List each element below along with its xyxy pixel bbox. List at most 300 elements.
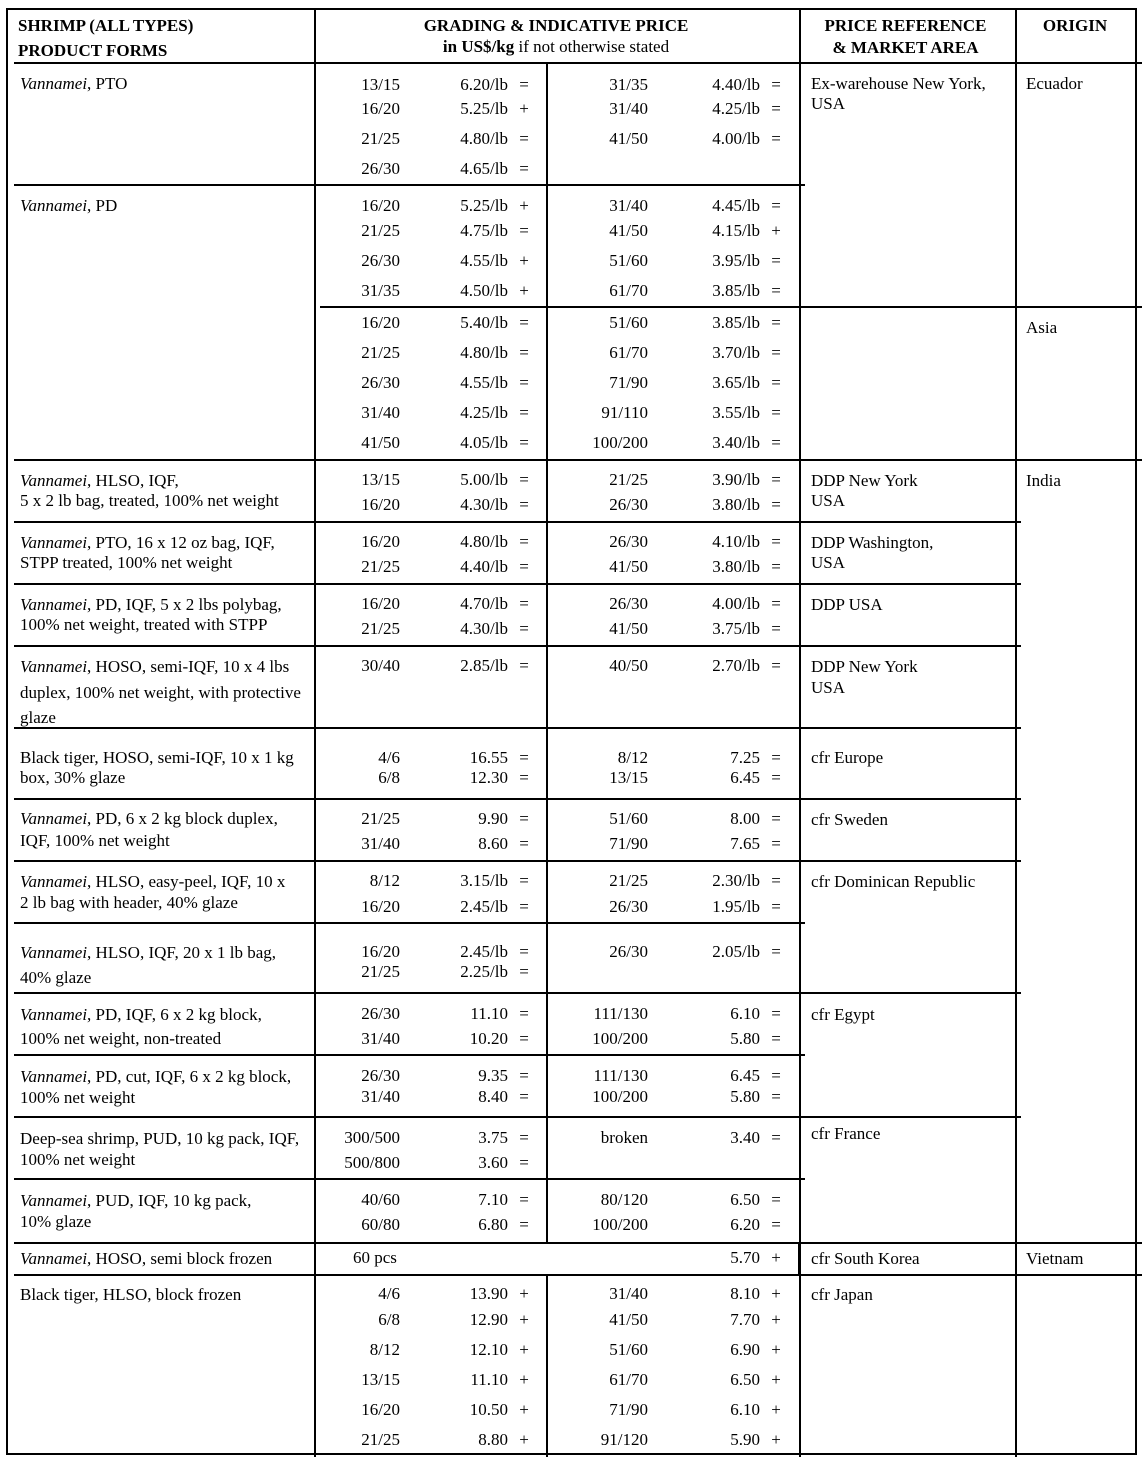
- header-grading-note: if not otherwise stated: [514, 37, 670, 56]
- grade-right: 100/200: [592, 433, 648, 452]
- price-right: 3.80/lb: [712, 495, 760, 514]
- header-product-line2: PRODUCT FORMS: [18, 41, 168, 60]
- product-form: [20, 1067, 291, 1087]
- product-form: [20, 1005, 262, 1025]
- trend-left: +: [519, 1284, 529, 1303]
- grade-left: 26/30: [361, 159, 400, 178]
- price-left: 4.70/lb: [460, 594, 508, 613]
- trend-right: =: [771, 897, 781, 916]
- trend-right: =: [771, 1087, 781, 1106]
- row-divider: [14, 922, 805, 924]
- price-right: 2.30/lb: [712, 871, 760, 890]
- trend-left: +: [519, 281, 529, 300]
- grade-right: 100/200: [592, 1029, 648, 1048]
- price-right: 6.45: [730, 768, 760, 787]
- price-left: 4.75/lb: [460, 221, 508, 240]
- trend-right: =: [771, 1190, 781, 1209]
- column-divider: [799, 10, 801, 1457]
- price-left: 9.90: [478, 809, 508, 828]
- price-left: 4.80/lb: [460, 129, 508, 148]
- grade-right: 13/15: [609, 768, 648, 787]
- product-form: 10% glaze: [20, 1212, 92, 1231]
- price-left: 2.85/lb: [460, 656, 508, 675]
- origin-country: Asia: [1026, 318, 1058, 337]
- header-origin: ORIGIN: [1042, 16, 1108, 35]
- price-left: 3.75: [478, 1128, 508, 1147]
- grade-right: 91/120: [600, 1430, 648, 1449]
- price-right: 6.50: [730, 1370, 760, 1389]
- grade-right: 61/70: [609, 281, 648, 300]
- trend-right: +: [771, 1248, 781, 1267]
- price-left: 8.80: [478, 1430, 508, 1449]
- trend-left: =: [519, 470, 529, 489]
- trend-right: =: [771, 942, 781, 961]
- product-description: , HOSO, semi block frozen: [87, 1249, 273, 1268]
- grade-right: 26/30: [609, 495, 648, 514]
- trend-right: =: [771, 748, 781, 767]
- product-form: [20, 943, 276, 963]
- trend-left: =: [519, 962, 529, 981]
- row-divider: [14, 992, 1021, 994]
- market-reference: USA: [811, 678, 846, 697]
- column-divider: [546, 1274, 548, 1457]
- price-left: 6.80: [478, 1215, 508, 1234]
- grade-left: 21/25: [361, 129, 400, 148]
- price-left: 5.25/lb: [460, 99, 508, 118]
- price-left: 4.55/lb: [460, 373, 508, 392]
- trend-right: =: [771, 196, 781, 215]
- product-form: IQF, 100% net weight: [20, 831, 170, 850]
- trend-left: =: [519, 1066, 529, 1085]
- grade-right: 111/130: [593, 1066, 648, 1085]
- trend-left: =: [519, 1029, 529, 1048]
- price-left: 5.25/lb: [460, 196, 508, 215]
- trend-left: =: [519, 373, 529, 392]
- trend-right: =: [771, 834, 781, 853]
- price-right: 4.00/lb: [712, 594, 760, 613]
- grade-right: 51/60: [609, 313, 648, 332]
- price-right: 5.90: [730, 1430, 760, 1449]
- grade-right: 8/12: [617, 748, 648, 767]
- trend-left: +: [519, 1370, 529, 1389]
- price-left: 7.10: [478, 1190, 508, 1209]
- trend-left: =: [519, 129, 529, 148]
- trend-right: =: [771, 129, 781, 148]
- price-right: 2.05/lb: [712, 942, 760, 961]
- price-left: 4.55/lb: [460, 251, 508, 270]
- product-form: [20, 471, 179, 491]
- grade-right: broken: [600, 1128, 648, 1147]
- price-left: 3.15/lb: [460, 871, 508, 890]
- grade-left: 26/30: [361, 251, 400, 270]
- product-description: , PD, 6 x 2 kg block duplex,: [87, 809, 278, 828]
- grade-right: 40/50: [609, 656, 648, 675]
- price-left: 9.35: [478, 1066, 508, 1085]
- grade-left: 31/40: [361, 403, 400, 422]
- price-right: 6.90: [730, 1340, 760, 1359]
- trend-left: =: [519, 532, 529, 551]
- price-right: 3.70/lb: [712, 343, 760, 362]
- price-right: 8.10: [730, 1284, 760, 1303]
- trend-left: =: [519, 1153, 529, 1172]
- grade-left: 16/20: [361, 594, 400, 613]
- market-reference: cfr Sweden: [811, 810, 888, 829]
- price-right: 5.80: [730, 1029, 760, 1048]
- row-divider: [320, 306, 1142, 308]
- product-description: , PD, IQF, 6 x 2 kg block,: [87, 1005, 262, 1024]
- grade-left: 6/8: [378, 1310, 400, 1329]
- grade-right: 51/60: [609, 251, 648, 270]
- price-right: 7.25: [730, 748, 760, 767]
- product-description: , PD, IQF, 5 x 2 lbs polybag,: [87, 595, 282, 614]
- market-reference: Ex-warehouse New York,: [811, 74, 986, 93]
- price-right: 4.15/lb: [712, 221, 760, 240]
- market-reference: DDP Washington,: [811, 533, 934, 552]
- grade-right: 61/70: [609, 343, 648, 362]
- price-left: 8.60: [478, 834, 508, 853]
- grade-left: 31/40: [361, 1029, 400, 1048]
- grade-right: 31/35: [609, 75, 648, 94]
- trend-right: =: [771, 343, 781, 362]
- price-right: 4.25/lb: [712, 99, 760, 118]
- grade-left: 16/20: [361, 1400, 400, 1419]
- grade-right: 61/70: [609, 1370, 648, 1389]
- grade-right: 100/200: [592, 1215, 648, 1234]
- price-left: 11.10: [470, 1370, 508, 1389]
- product-description: , PTO: [87, 74, 128, 93]
- product-species: Vannamei: [20, 471, 88, 490]
- price-right: 4.10/lb: [712, 532, 760, 551]
- price-right: 5.80: [730, 1087, 760, 1106]
- trend-right: =: [771, 1004, 781, 1023]
- grade-left: 26/30: [361, 373, 400, 392]
- trend-left: =: [519, 748, 529, 767]
- product-description: , PTO, 16 x 12 oz bag, IQF,: [87, 533, 275, 552]
- trend-right: =: [771, 809, 781, 828]
- grade-right: 41/50: [609, 129, 648, 148]
- column-divider: [798, 1242, 800, 1274]
- grade-right: 31/40: [609, 99, 648, 118]
- trend-right: =: [771, 1215, 781, 1234]
- price-right: 7.65: [730, 834, 760, 853]
- trend-left: =: [519, 75, 529, 94]
- grade-left: 16/20: [361, 196, 400, 215]
- price-right: 4.00/lb: [712, 129, 760, 148]
- grade-left: 13/15: [361, 1370, 400, 1389]
- product-species: Vannamei: [20, 943, 88, 962]
- grade-left: 31/35: [361, 281, 400, 300]
- market-reference: cfr Europe: [811, 748, 884, 767]
- price-right: 3.65/lb: [712, 373, 760, 392]
- grade-left: 21/25: [361, 221, 400, 240]
- grade-left: 21/25: [361, 557, 400, 576]
- grade-right: 31/40: [609, 196, 648, 215]
- grade-left: 31/40: [361, 834, 400, 853]
- price-left: 10.20: [469, 1029, 508, 1048]
- product-form: 100% net weight, non-treated: [20, 1029, 222, 1048]
- price-left: 4.25/lb: [460, 403, 508, 422]
- trend-right: =: [771, 557, 781, 576]
- product-form: [20, 196, 117, 216]
- row-divider: [14, 645, 1021, 647]
- price-left: 4.65/lb: [460, 159, 508, 178]
- market-reference: DDP New York: [811, 657, 918, 676]
- grade-right: 80/120: [600, 1190, 648, 1209]
- price-left: 2.25/lb: [460, 962, 508, 981]
- price-right: 8.00: [730, 809, 760, 828]
- product-form: [20, 809, 278, 829]
- trend-left: =: [519, 433, 529, 452]
- grade-left: 60 pcs: [353, 1248, 397, 1267]
- grade-left: 6/8: [378, 768, 400, 787]
- grade-left: 8/12: [369, 871, 400, 890]
- grade-right: 111/130: [593, 1004, 648, 1023]
- market-reference: DDP New York: [811, 471, 918, 490]
- price-left: 4.30/lb: [460, 495, 508, 514]
- grade-right: 21/25: [609, 871, 648, 890]
- trend-left: =: [519, 495, 529, 514]
- trend-right: =: [771, 403, 781, 422]
- price-right: 3.80/lb: [712, 557, 760, 576]
- price-left: 2.45/lb: [460, 942, 508, 961]
- row-divider: [14, 62, 1142, 64]
- grade-right: 41/50: [609, 619, 648, 638]
- row-divider: [14, 1116, 1021, 1118]
- row-divider: [14, 727, 1021, 729]
- row-divider: [14, 1242, 1142, 1244]
- row-divider: [14, 583, 1021, 585]
- price-left: 6.20/lb: [460, 75, 508, 94]
- grade-right: 71/90: [609, 373, 648, 392]
- trend-left: =: [519, 1004, 529, 1023]
- price-right: 3.85/lb: [712, 281, 760, 300]
- product-form: STPP treated, 100% net weight: [20, 553, 233, 572]
- market-reference: cfr Dominican Republic: [811, 872, 976, 891]
- trend-left: =: [519, 871, 529, 890]
- grade-left: 16/20: [361, 495, 400, 514]
- trend-right: =: [771, 373, 781, 392]
- grade-left: 500/800: [344, 1153, 400, 1172]
- price-right: 6.50: [730, 1190, 760, 1209]
- origin-country: India: [1026, 471, 1061, 490]
- product-description: , HLSO, IQF,: [87, 471, 179, 490]
- trend-right: =: [771, 251, 781, 270]
- trend-left: =: [519, 619, 529, 638]
- trend-left: =: [519, 656, 529, 675]
- grade-left: 13/15: [361, 75, 400, 94]
- product-form: [20, 1191, 251, 1211]
- row-divider: [14, 184, 805, 186]
- price-right: 6.45: [730, 1066, 760, 1085]
- price-table: [6, 8, 1137, 1455]
- price-left: 4.05/lb: [460, 433, 508, 452]
- grade-left: 30/40: [361, 656, 400, 675]
- product-form: 100% net weight: [20, 1150, 136, 1169]
- product-species: Vannamei: [20, 595, 88, 614]
- trend-right: =: [771, 532, 781, 551]
- origin-country: Vietnam: [1026, 1249, 1084, 1268]
- product-form: Deep-sea shrimp, PUD, 10 kg pack, IQF,: [20, 1129, 300, 1148]
- grade-right: 41/50: [609, 1310, 648, 1329]
- market-reference: DDP USA: [811, 595, 883, 614]
- header-product-line1: SHRIMP (ALL TYPES): [18, 16, 194, 35]
- grade-left: 21/25: [361, 962, 400, 981]
- trend-left: =: [519, 834, 529, 853]
- grade-left: 13/15: [361, 470, 400, 489]
- trend-right: =: [771, 871, 781, 890]
- grade-right: 41/50: [609, 221, 648, 240]
- product-description: , HLSO, easy-peel, IQF, 10 x: [87, 872, 286, 891]
- grade-left: 300/500: [344, 1128, 400, 1147]
- trend-left: =: [519, 221, 529, 240]
- trend-right: =: [771, 433, 781, 452]
- trend-left: =: [519, 1215, 529, 1234]
- row-divider: [14, 1054, 805, 1056]
- trend-left: =: [519, 594, 529, 613]
- grade-left: 4/6: [378, 1284, 400, 1303]
- price-right: 3.85/lb: [712, 313, 760, 332]
- product-description: , PD: [87, 196, 118, 215]
- product-species: Vannamei: [20, 1005, 88, 1024]
- trend-right: +: [771, 1340, 781, 1359]
- product-species: Vannamei: [20, 1067, 88, 1086]
- header-grading-line1: GRADING & INDICATIVE PRICE: [423, 16, 689, 35]
- product-description: , HLSO, IQF, 20 x 1 lb bag,: [87, 943, 276, 962]
- product-species: Vannamei: [20, 872, 88, 891]
- column-divider: [314, 10, 316, 1457]
- price-right: 3.40/lb: [712, 433, 760, 452]
- grade-right: 100/200: [592, 1087, 648, 1106]
- price-left: 3.60: [478, 1153, 508, 1172]
- price-left: 12.10: [469, 1340, 508, 1359]
- product-description: , PUD, IQF, 10 kg pack,: [87, 1191, 252, 1210]
- price-right: 3.95/lb: [712, 251, 760, 270]
- price-left: 4.30/lb: [460, 619, 508, 638]
- trend-right: =: [771, 1066, 781, 1085]
- trend-left: +: [519, 99, 529, 118]
- price-left: 4.50/lb: [460, 281, 508, 300]
- price-left: 8.40: [478, 1087, 508, 1106]
- trend-right: =: [771, 75, 781, 94]
- grade-left: 60/80: [361, 1215, 400, 1234]
- product-form: Black tiger, HLSO, block frozen: [20, 1285, 242, 1304]
- trend-right: +: [771, 221, 781, 240]
- price-right: 4.40/lb: [712, 75, 760, 94]
- trend-right: +: [771, 1310, 781, 1329]
- trend-left: =: [519, 557, 529, 576]
- trend-right: =: [771, 1128, 781, 1147]
- grade-left: 16/20: [361, 942, 400, 961]
- trend-right: +: [771, 1284, 781, 1303]
- market-reference: USA: [811, 491, 846, 510]
- market-reference: USA: [811, 553, 846, 572]
- price-left: 4.40/lb: [460, 557, 508, 576]
- price-right: 6.10: [730, 1004, 760, 1023]
- header-grading-line2: [314, 37, 798, 57]
- product-species: Vannamei: [20, 533, 88, 552]
- grade-right: 31/40: [609, 1284, 648, 1303]
- grade-right: 41/50: [609, 557, 648, 576]
- grade-left: 21/25: [361, 809, 400, 828]
- trend-left: +: [519, 1340, 529, 1359]
- trend-right: =: [771, 1029, 781, 1048]
- trend-right: +: [771, 1400, 781, 1419]
- trend-right: =: [771, 99, 781, 118]
- grade-right: 51/60: [609, 809, 648, 828]
- trend-right: =: [771, 470, 781, 489]
- price-left: 4.80/lb: [460, 532, 508, 551]
- product-form: glaze: [20, 708, 56, 727]
- product-description: , PD, cut, IQF, 6 x 2 kg block,: [87, 1067, 292, 1086]
- price-right: 3.75/lb: [712, 619, 760, 638]
- trend-left: =: [519, 343, 529, 362]
- price-left: 10.50: [469, 1400, 508, 1419]
- trend-right: +: [771, 1430, 781, 1449]
- price-left: 5.40/lb: [460, 313, 508, 332]
- product-species: Vannamei: [20, 1249, 88, 1268]
- grade-left: 21/25: [361, 1430, 400, 1449]
- row-divider: [14, 860, 1021, 862]
- grade-right: 51/60: [609, 1340, 648, 1359]
- product-form: 40% glaze: [20, 968, 92, 987]
- product-form: [20, 1249, 272, 1269]
- price-right: 6.10: [730, 1400, 760, 1419]
- grade-right: 26/30: [609, 594, 648, 613]
- product-form: [20, 533, 275, 553]
- product-form: box, 30% glaze: [20, 768, 126, 787]
- price-left: 5.00/lb: [460, 470, 508, 489]
- product-description: , HOSO, semi-IQF, 10 x 4 lbs: [87, 657, 290, 676]
- product-species: Vannamei: [20, 74, 88, 93]
- row-divider: [14, 521, 1021, 523]
- product-form: Black tiger, HOSO, semi-IQF, 10 x 1 kg: [20, 748, 294, 767]
- product-form: [20, 872, 285, 892]
- product-form: 100% net weight, treated with STPP: [20, 615, 268, 634]
- product-form: 100% net weight: [20, 1088, 136, 1107]
- market-reference: USA: [811, 94, 846, 113]
- trend-left: =: [519, 403, 529, 422]
- price-right: 3.90/lb: [712, 470, 760, 489]
- trend-right: =: [771, 313, 781, 332]
- grade-left: 21/25: [361, 619, 400, 638]
- price-right: 3.55/lb: [712, 403, 760, 422]
- header-reference-line2: & MARKET AREA: [832, 38, 979, 57]
- grade-left: 21/25: [361, 343, 400, 362]
- price-left: 12.90: [469, 1310, 508, 1329]
- product-form: [20, 74, 127, 94]
- product-form: 2 lb bag with header, 40% glaze: [20, 893, 238, 912]
- trend-right: =: [771, 656, 781, 675]
- product-species: Vannamei: [20, 809, 88, 828]
- price-right: 4.45/lb: [712, 196, 760, 215]
- product-form: duplex, 100% net weight, with protective: [20, 683, 301, 702]
- trend-left: =: [519, 1087, 529, 1106]
- trend-left: =: [519, 313, 529, 332]
- market-reference: cfr South Korea: [811, 1249, 920, 1268]
- grade-right: 71/90: [609, 1400, 648, 1419]
- market-reference: cfr France: [811, 1124, 881, 1143]
- trend-left: +: [519, 1430, 529, 1449]
- grade-right: 21/25: [609, 470, 648, 489]
- grade-left: 26/30: [361, 1004, 400, 1023]
- trend-right: +: [771, 1370, 781, 1389]
- price-left: 11.10: [470, 1004, 508, 1023]
- price-right: 7.70: [730, 1310, 760, 1329]
- grade-left: 16/20: [361, 532, 400, 551]
- market-reference: cfr Japan: [811, 1285, 873, 1304]
- trend-left: =: [519, 809, 529, 828]
- grade-left: 4/6: [378, 748, 400, 767]
